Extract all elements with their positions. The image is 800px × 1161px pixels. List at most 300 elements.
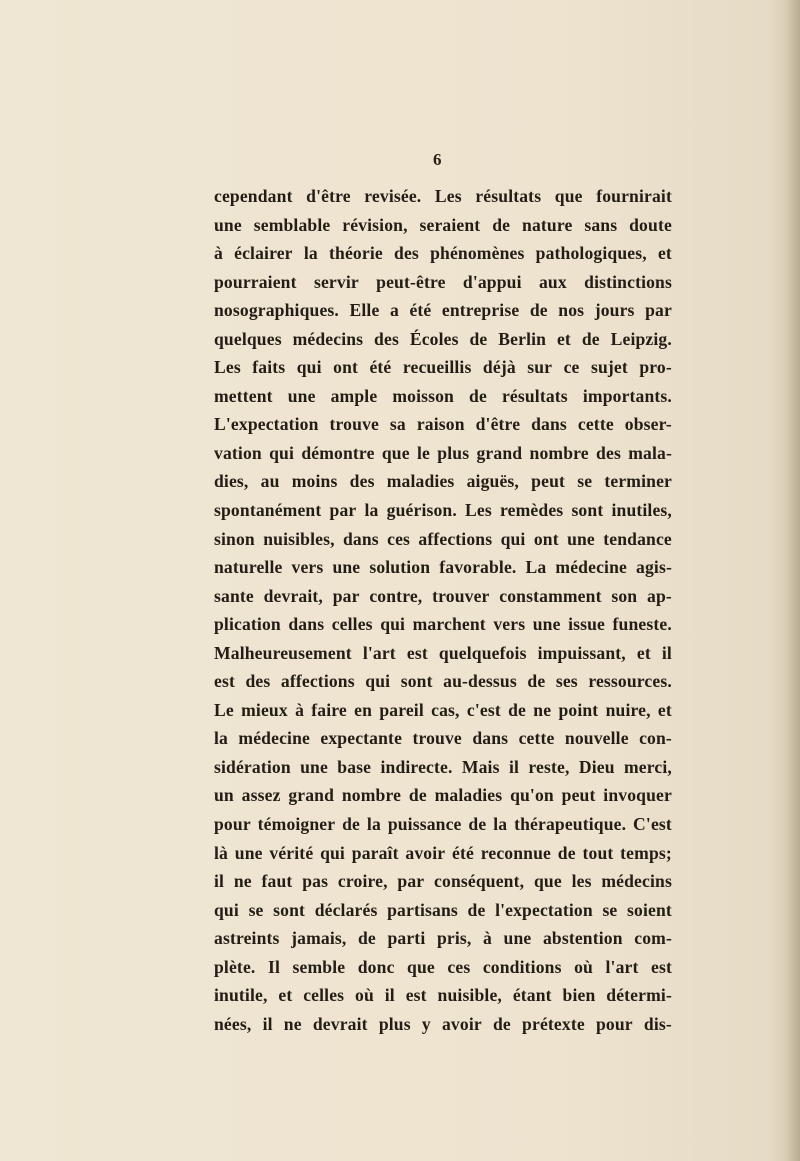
- word: distinctions: [584, 271, 672, 292]
- word: terminer: [604, 471, 672, 492]
- word: nos: [558, 300, 585, 321]
- word: expectante: [320, 728, 403, 749]
- word: et: [556, 328, 571, 349]
- word: une: [332, 557, 361, 578]
- word: de: [357, 928, 376, 949]
- word: plus: [437, 442, 470, 463]
- text-line: [214, 382, 672, 411]
- word: des: [394, 243, 419, 264]
- text-line: [214, 211, 672, 240]
- word: tout: [582, 842, 614, 863]
- word: l'art: [605, 956, 639, 977]
- word: indirecte.: [380, 756, 453, 777]
- word: cependant: [214, 186, 293, 206]
- word: partisans: [387, 899, 458, 920]
- word: de: [527, 671, 546, 692]
- word: éclairer: [234, 243, 293, 264]
- word: semble: [292, 956, 346, 977]
- word: se: [602, 899, 618, 920]
- word: témoigner: [257, 814, 336, 835]
- text-line: [214, 467, 672, 496]
- word: à: [483, 928, 492, 949]
- word: théorie: [329, 243, 383, 264]
- word: par: [329, 500, 357, 521]
- word: faits: [252, 357, 286, 378]
- word: moins: [291, 471, 338, 492]
- text-line: [214, 1010, 672, 1039]
- word: vation: [214, 442, 262, 463]
- word: pathologiques,: [535, 243, 647, 264]
- word: phénomènes: [430, 243, 525, 264]
- word: ces: [387, 528, 411, 549]
- word: étant: [512, 985, 552, 1006]
- word: dans: [472, 728, 509, 749]
- word: abstention: [542, 928, 623, 949]
- word: que: [381, 442, 410, 463]
- word: démontre: [301, 442, 375, 463]
- word: ces: [447, 956, 471, 977]
- word: conditions: [482, 956, 562, 977]
- word: assez: [241, 785, 281, 806]
- word: il: [661, 642, 672, 663]
- word: tendance: [603, 528, 672, 549]
- word: par: [645, 300, 672, 321]
- word: Les: [434, 186, 462, 206]
- word: ont: [333, 357, 359, 378]
- word: et: [657, 243, 672, 264]
- text-line: [214, 781, 672, 810]
- word: con-: [639, 728, 672, 749]
- word: une: [567, 528, 595, 549]
- word: dans: [531, 414, 567, 435]
- text-line: [214, 724, 672, 753]
- text-line: [214, 639, 672, 668]
- word: prétexte: [522, 1013, 585, 1034]
- word: funeste.: [612, 614, 672, 635]
- word: dans: [288, 614, 325, 635]
- word: faut: [261, 871, 293, 892]
- word: aux: [538, 271, 567, 292]
- word: nature: [522, 214, 573, 235]
- word: doute: [629, 214, 672, 235]
- word: là: [214, 842, 228, 863]
- word: qui: [214, 899, 239, 920]
- word: constamment: [499, 585, 602, 606]
- text-line: [214, 325, 672, 354]
- word: détermi-: [606, 985, 672, 1006]
- word: des: [596, 442, 621, 463]
- word: donc: [357, 956, 395, 977]
- word: cas,: [431, 699, 460, 720]
- word: invoquer: [603, 785, 672, 806]
- text-line: [214, 439, 672, 468]
- word: trouver: [432, 585, 490, 606]
- word: y: [421, 1013, 431, 1034]
- word: été: [452, 842, 474, 863]
- word: puissance: [387, 814, 462, 835]
- word: vers: [493, 614, 526, 635]
- word: vers: [291, 557, 324, 578]
- text-line: [214, 496, 672, 525]
- word: thérapeutique.: [514, 814, 627, 835]
- word: sa: [389, 414, 406, 435]
- word: la: [493, 814, 508, 835]
- text-line: [214, 667, 672, 696]
- word: sont: [571, 500, 604, 521]
- word: de: [581, 328, 600, 349]
- word: soient: [627, 899, 672, 920]
- word: conséquent,: [434, 871, 525, 892]
- word: nombre: [529, 442, 589, 463]
- word: le: [416, 442, 430, 463]
- word: été: [409, 300, 432, 321]
- text-line: [214, 268, 672, 297]
- word: qui: [365, 671, 391, 692]
- word: des: [374, 328, 399, 349]
- text-line: [214, 924, 672, 953]
- word: marchent: [412, 614, 486, 635]
- word: qui: [296, 357, 322, 378]
- word: résultats: [501, 385, 568, 406]
- word: Il: [267, 956, 281, 977]
- word: de: [408, 785, 427, 806]
- word: plication: [214, 614, 281, 635]
- word: d'être: [306, 186, 351, 206]
- word: d'être: [475, 414, 521, 435]
- word: au-dessus: [443, 671, 517, 692]
- word: ses: [555, 671, 578, 692]
- word: par: [397, 871, 425, 892]
- word: pro-: [639, 357, 672, 378]
- word: nombre: [341, 785, 402, 806]
- word: sidération: [214, 756, 291, 777]
- word: point: [558, 699, 599, 720]
- word: il: [214, 871, 225, 892]
- word: ne: [533, 699, 552, 720]
- word: ne: [283, 1013, 302, 1034]
- word: et: [657, 699, 672, 720]
- page-edge-shadow: [786, 0, 800, 1161]
- word: de: [492, 214, 511, 235]
- word: est: [651, 956, 672, 977]
- word: base: [337, 756, 372, 777]
- word: solution: [369, 557, 431, 578]
- word: résultats: [475, 186, 542, 206]
- word: une: [300, 756, 328, 777]
- word: cette: [518, 728, 555, 749]
- word: qui: [500, 528, 526, 549]
- text-line: [214, 753, 672, 782]
- word: où: [355, 985, 374, 1006]
- word: la: [303, 243, 318, 264]
- text-line: [214, 810, 672, 839]
- word: nuire,: [605, 699, 651, 720]
- word: il: [262, 1013, 273, 1034]
- word: à: [214, 243, 223, 264]
- word: peut: [531, 471, 566, 492]
- text-line: [214, 953, 672, 982]
- word: Berlin: [498, 328, 547, 349]
- word: astreints: [214, 928, 280, 949]
- word: quelques: [214, 328, 282, 349]
- word: trouve: [412, 728, 462, 749]
- word: l'art: [362, 642, 396, 663]
- word: Malheureusement: [214, 642, 352, 663]
- word: spontanément: [214, 500, 322, 521]
- word: pas: [302, 871, 329, 892]
- word: La: [525, 557, 547, 578]
- word: pourraient: [214, 271, 297, 292]
- word: des: [349, 471, 375, 492]
- word: se: [577, 471, 593, 492]
- word: avoir: [405, 842, 446, 863]
- word: d'appui: [462, 271, 522, 292]
- word: a: [389, 300, 399, 321]
- word: dis-: [643, 1013, 672, 1034]
- word: la: [364, 500, 379, 521]
- word: vérité: [269, 842, 314, 863]
- word: quelquefois: [438, 642, 527, 663]
- word: de: [492, 1013, 511, 1034]
- word: par: [332, 585, 360, 606]
- word: croire,: [337, 871, 388, 892]
- word: plète.: [214, 956, 256, 977]
- text-line: [214, 981, 672, 1010]
- word: issue: [568, 614, 606, 635]
- word: favorable.: [439, 557, 517, 578]
- word: servir: [313, 271, 359, 292]
- word: une: [287, 385, 316, 406]
- word: mala-: [628, 442, 672, 463]
- word: impuissant,: [537, 642, 626, 663]
- word: importants.: [582, 385, 672, 406]
- word: la: [214, 728, 228, 749]
- word: et: [636, 642, 651, 663]
- word: maladies: [386, 471, 455, 492]
- word: pris,: [436, 928, 472, 949]
- word: dans: [342, 528, 379, 549]
- word: été: [369, 357, 392, 378]
- word: où: [574, 956, 593, 977]
- word: paraît: [351, 842, 399, 863]
- word: Écoles: [409, 328, 459, 349]
- word: de: [467, 899, 486, 920]
- word: que: [407, 956, 435, 977]
- text-line: [214, 553, 672, 582]
- text-line: [214, 696, 672, 725]
- word: est: [406, 642, 428, 663]
- word: remèdes: [500, 500, 564, 521]
- word: médecine: [555, 557, 627, 578]
- word: affections: [280, 671, 355, 692]
- word: peut: [561, 785, 596, 806]
- word: devrait,: [263, 585, 323, 606]
- word: qui: [380, 614, 406, 635]
- word: médecins: [601, 871, 672, 892]
- word: ap-: [647, 585, 672, 606]
- word: merci,: [623, 756, 672, 777]
- word: Le: [214, 699, 234, 720]
- word: inutiles,: [611, 500, 672, 521]
- word: sinon: [214, 528, 255, 549]
- text-line: [214, 896, 672, 925]
- word: une: [532, 614, 561, 635]
- word: et: [278, 985, 293, 1006]
- word: la: [366, 814, 381, 835]
- word: celles: [331, 614, 373, 635]
- word: semblable: [253, 214, 331, 235]
- word: les: [571, 871, 592, 892]
- word: naturelle: [214, 557, 283, 578]
- word: à: [295, 699, 305, 720]
- word: que: [554, 186, 583, 206]
- word: sans: [584, 214, 618, 235]
- word: raison: [416, 414, 465, 435]
- word: des: [245, 671, 271, 692]
- word: faire: [311, 699, 347, 720]
- word: devrait: [312, 1013, 368, 1034]
- word: de: [469, 328, 488, 349]
- word: il: [508, 756, 520, 777]
- word: est: [214, 671, 235, 692]
- word: est: [405, 985, 427, 1006]
- word: trouve: [329, 414, 379, 435]
- text-line: [214, 410, 672, 439]
- text-line: [214, 182, 672, 211]
- word: parti: [387, 928, 426, 949]
- word: de: [468, 814, 487, 835]
- word: pour: [595, 1013, 633, 1034]
- word: grand: [288, 785, 335, 806]
- text-line: [214, 239, 672, 268]
- word: Dieu: [578, 756, 615, 777]
- word: sujet: [590, 357, 628, 378]
- word: pareil: [379, 699, 424, 720]
- word: grand: [476, 442, 523, 463]
- word: nosographiques.: [214, 300, 339, 321]
- word: L'expectation: [214, 414, 319, 435]
- body-text: [214, 182, 672, 1038]
- word: aiguës,: [466, 471, 519, 492]
- word: de: [557, 842, 576, 863]
- word: Leipzig.: [610, 328, 672, 349]
- word: guérison.: [386, 500, 457, 521]
- word: que: [533, 871, 562, 892]
- word: de: [529, 300, 548, 321]
- word: reste,: [528, 756, 570, 777]
- text-line: [214, 525, 672, 554]
- word: de: [469, 385, 487, 406]
- word: révision,: [342, 214, 408, 235]
- word: déclarés: [314, 899, 378, 920]
- text-line: [214, 610, 672, 639]
- word: C'est: [633, 814, 672, 835]
- word: qui: [269, 442, 295, 463]
- word: ont: [533, 528, 559, 549]
- text-line: [214, 353, 672, 382]
- word: une: [214, 214, 242, 235]
- word: recueillis: [402, 357, 472, 378]
- word: jamais,: [291, 928, 347, 949]
- word: l'expectation: [495, 899, 593, 920]
- word: ce: [563, 357, 580, 378]
- word: obser-: [624, 414, 672, 435]
- word: sante: [214, 585, 254, 606]
- word: une: [234, 842, 263, 863]
- word: nouvelle: [564, 728, 629, 749]
- word: Les: [465, 500, 492, 521]
- word: entreprise: [441, 300, 520, 321]
- word: sur: [527, 357, 553, 378]
- word: de: [508, 699, 527, 720]
- word: ample: [330, 385, 378, 406]
- word: maladies: [434, 785, 503, 806]
- page-number: 6: [433, 150, 442, 169]
- word: ne: [233, 871, 252, 892]
- word: un: [214, 785, 234, 806]
- word: mettent: [214, 385, 273, 406]
- word: déjà: [482, 357, 516, 378]
- word: celles: [303, 985, 345, 1006]
- word: qu'on: [510, 785, 554, 806]
- word: se: [248, 899, 264, 920]
- word: sont: [400, 671, 433, 692]
- word: qui: [320, 842, 345, 863]
- word: plus: [378, 1013, 411, 1034]
- word: médecins: [292, 328, 364, 349]
- word: mieux: [241, 699, 288, 720]
- word: c'est: [466, 699, 501, 720]
- word: Mais: [461, 756, 500, 777]
- word: une: [503, 928, 532, 949]
- word: temps;: [620, 842, 672, 863]
- word: seraient: [419, 214, 481, 235]
- word: de: [342, 814, 361, 835]
- word: bien: [562, 985, 596, 1006]
- word: affections: [418, 528, 493, 549]
- word: cette: [577, 414, 614, 435]
- word: médecine: [238, 728, 310, 749]
- word: contre,: [369, 585, 423, 606]
- word: il: [384, 985, 395, 1006]
- word: agis-: [636, 557, 672, 578]
- word: inutile,: [214, 985, 268, 1006]
- word: fournirait: [596, 186, 672, 206]
- word: son: [611, 585, 638, 606]
- word: peut-être: [376, 271, 446, 292]
- word: en: [354, 699, 373, 720]
- word: sont: [273, 899, 306, 920]
- text-line: [214, 867, 672, 896]
- word: au: [260, 471, 280, 492]
- word: Elle: [349, 300, 380, 321]
- word: ressources.: [588, 671, 672, 692]
- word: com-: [634, 928, 672, 949]
- word: avoir: [441, 1013, 482, 1034]
- word: nuisibles,: [263, 528, 335, 549]
- word: moisson: [392, 385, 454, 406]
- word: nées,: [214, 1013, 252, 1034]
- word: Les: [214, 357, 241, 378]
- word: revisée.: [364, 186, 422, 206]
- text-line: [214, 582, 672, 611]
- text-line: [214, 839, 672, 868]
- word: reconnue: [480, 842, 552, 863]
- text-line: [214, 296, 672, 325]
- word: pour: [214, 814, 251, 835]
- word: dies,: [214, 471, 249, 492]
- word: jours: [594, 300, 635, 321]
